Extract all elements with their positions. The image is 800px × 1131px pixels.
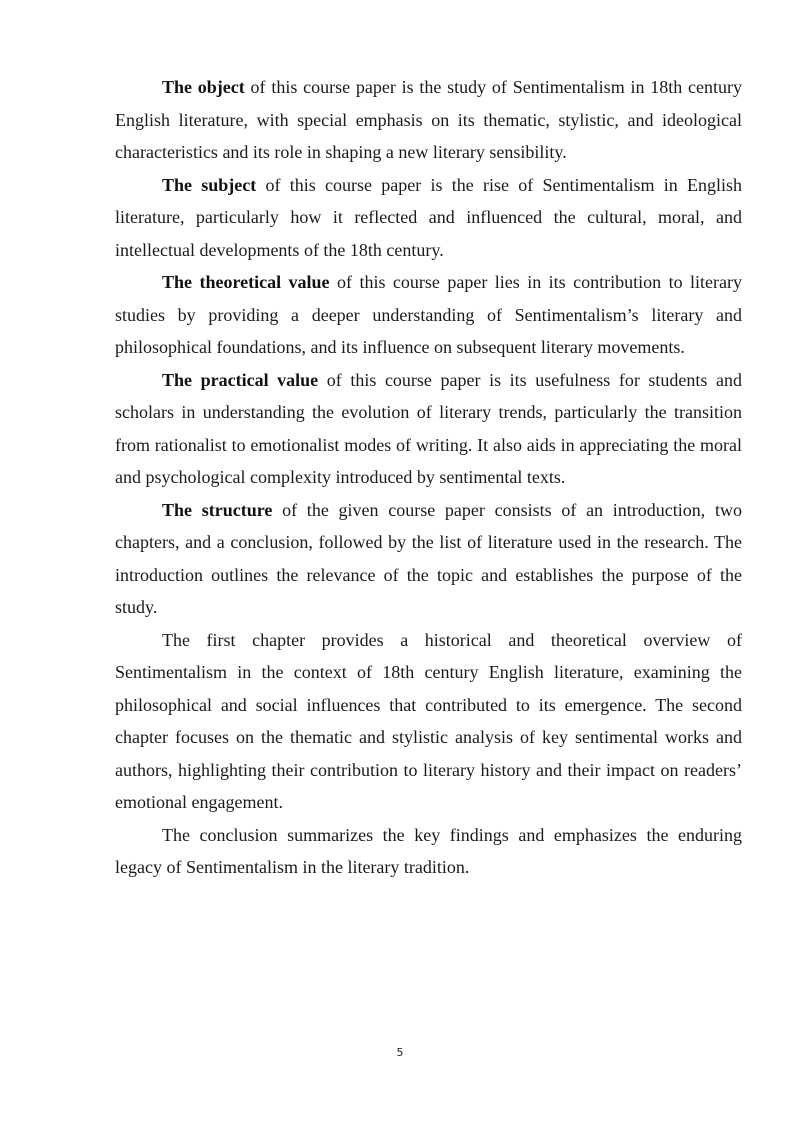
- paragraph-text: of this course paper is its usefulness for students and scholars in understanding the evolution of literary trends, particularly the transition from rationalist to emotionalist modes of writing. It also aids in appreciating the moral and psychological complexity introduced by sentimental texts.: [115, 369, 743, 487]
- paragraph-lead: The theoretical value: [162, 272, 330, 292]
- paragraph-theoretical-value: [115, 266, 742, 364]
- page-number: 5: [396, 1046, 404, 1059]
- paragraph-text: of the given course paper consists of an introduction, two chapters, and a conclusion, followed by the list of literature used in the research. The introduction outlines the relevance of the topic and establishes the purpose of the study.: [115, 499, 742, 617]
- paragraph-lead: The object: [162, 77, 245, 97]
- paragraph-object: [115, 71, 742, 169]
- paragraph-text: The first chapter provides a historical and theoretical overview of Sentimentalism in the context of 18th century English literature, examining the philosophical and social influences that contributed to its emergence. The second chapter focuses on the thematic and stylistic analysis of key sentimental works and authors, highlighting their contribution to literary history and their impact on readers’ emotional engagement.: [115, 629, 742, 812]
- paragraph-text: The conclusion summarizes the key findings and emphasizes the enduring legacy of Sentimentalism in the literary tradition.: [115, 824, 742, 877]
- paragraph-text: of this course paper is the rise of Sentimentalism in English literature, particularly how it reflected and influenced the cultural, moral, and intellectual developments of the 18th century.: [115, 174, 742, 260]
- paragraph-subject: [115, 169, 742, 267]
- paragraph-lead: The practical value: [162, 369, 319, 390]
- paragraph-conclusion: [115, 819, 742, 884]
- paragraph-chapters: [115, 624, 742, 819]
- body-text: [115, 71, 742, 884]
- paragraph-text: of this course paper is the study of Sentimentalism in 18th century English literature, with special emphasis on its thematic, stylistic, and ideological characteristics and its role in shaping a new literary sensibility.: [115, 77, 742, 162]
- paragraph-structure: [115, 494, 742, 624]
- paragraph-lead: The structure: [162, 499, 273, 520]
- paragraph-practical-value: [115, 364, 742, 494]
- paragraph-lead: The subject: [162, 174, 257, 195]
- paragraph-text: of this course paper lies in its contribution to literary studies by providing a deeper understanding of Sentimentalism’s literary and philosophical foundations, and its influence on subsequent literary movements.: [115, 272, 742, 357]
